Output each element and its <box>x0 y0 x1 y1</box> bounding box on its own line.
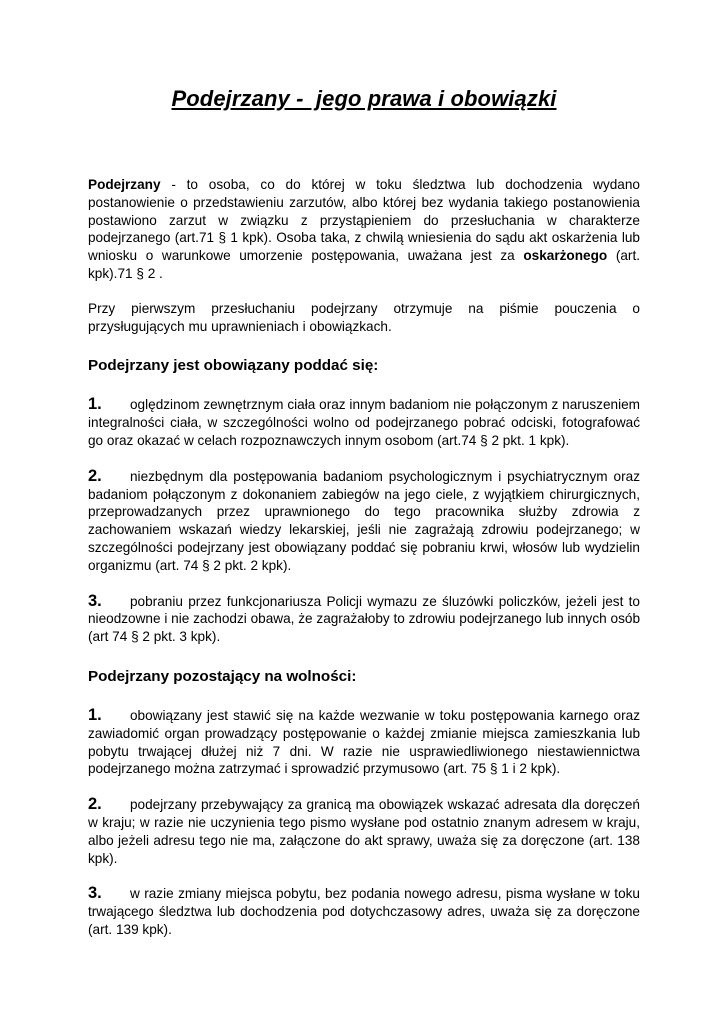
definition-term-2: oskarżonego <box>523 248 608 264</box>
list-item <box>88 396 640 449</box>
item-number: 2. <box>88 466 102 485</box>
list-item <box>88 468 640 575</box>
list-item <box>88 593 640 646</box>
list-item <box>88 885 640 938</box>
item-text: niezbędnym dla postępowania badaniom psychologicznym i psychiatrycznym oraz badaniom połączonym z dokonaniem zabiegów na jego ciele, z wyjątkiem chirurgicznych, przeprowadzanych przez uprawnionego do tego pracownika służby zdrowia z zachowaniem wskazań wiedzy lekarskiej, jeśli nie zagrażają zdrowiu podejrzanego; w szczególności podejrzany jest obowiązany poddać się pobraniu krwi, włosów lub wydzielin organizmu (art. 74 § 2 pkt. 2 kpk). <box>88 468 640 573</box>
intro-paragraph: Przy pierwszym przesłuchaniu podejrzany otrzymuje na piśmie pouczenia o przysługujących mu uprawnieniach i obowiązkach. <box>88 300 640 334</box>
list-item <box>88 707 640 778</box>
definition-paragraph <box>88 176 640 283</box>
item-text: obowiązany jest stawić się na każde wezwanie w toku postępowania karnego oraz zawiadomić organ prowadzący postępowanie o każdej zmianie miejsca zamieszkania lub pobytu trwającej dłużej niż 7 dni. W razie nie usprawiedliwionego niestawiennictwa podejrzanego można zatrzymać i sprowadzić przymusowo (art. 75 § 1 i 2 kpk). <box>88 707 640 777</box>
item-text: pobraniu przez funkcjonariusza Policji wymazu ze śluzówki policzków, jeżeli jest to nieodzowne i nie zachodzi obawa, że zagrażałoby to zdrowiu podejrzanego lub innych osób (art 74 § 2 pkt. 3 kpk). <box>88 593 640 645</box>
item-number: 2. <box>88 795 102 814</box>
item-number: 3. <box>88 884 102 903</box>
item-text: oględzinom zewnętrznym ciała oraz innym badaniom nie połączonym z naruszeniem integralności ciała, w szczególności wolno od podejrzanego pobrać odciski, fotografować go oraz okazać w celach rozpoznawczych innym osobom (art.74 § 2 pkt. 1 kpk). <box>88 397 640 448</box>
section-2-heading: Podejrzany pozostający na wolności: <box>88 667 357 685</box>
definition-text-1: - to osoba, co do której w toku śledztwa lub dochodzenia wydano postanowienie o przedstawieniu zarzutów, albo której bez wydania takiego postanowienia postawiono zarzut w związku z przystąpieniem do przesłuchania w charakterze podejrzanego (art.71 § 1 kpk). Osoba taka, z chwilą wniesienia do sądu akt oskarżenia lub wniosku o warunkowe umorzenie postępowania, uważana jest za <box>88 177 640 264</box>
definition-text-2: (art. kpk).71 § 2 . <box>88 248 640 281</box>
definition-term: Podejrzany <box>88 177 161 192</box>
item-text: podejrzany przebywający za granicą ma obowiązek wskazać adresata dla doręczeń w kraju; w razie nie uczynienia tego pismo wysłane pod ostatnio znanym adresem w kraju, albo jeżeli adresu tego nie ma, załączone do akt sprawy, uważa się za doręczone (art. 138 kpk). <box>88 797 640 866</box>
item-text: w razie zmiany miejsca pobytu, bez podania nowego adresu, pisma wysłane w toku trwającego śledztwa lub dochodzenia pod dotychczasowy adres, uważa się za doręczone (art. 139 kpk). <box>88 886 640 937</box>
item-number: 1. <box>88 705 102 724</box>
document-title: Podejrzany - jego prawa i obowiązki <box>171 86 557 111</box>
section-1-heading: Podejrzany jest obowiązany poddać się: <box>88 357 379 375</box>
list-item <box>88 796 640 867</box>
document-body <box>88 176 640 957</box>
item-number: 1. <box>88 395 102 414</box>
item-number: 3. <box>88 591 102 610</box>
